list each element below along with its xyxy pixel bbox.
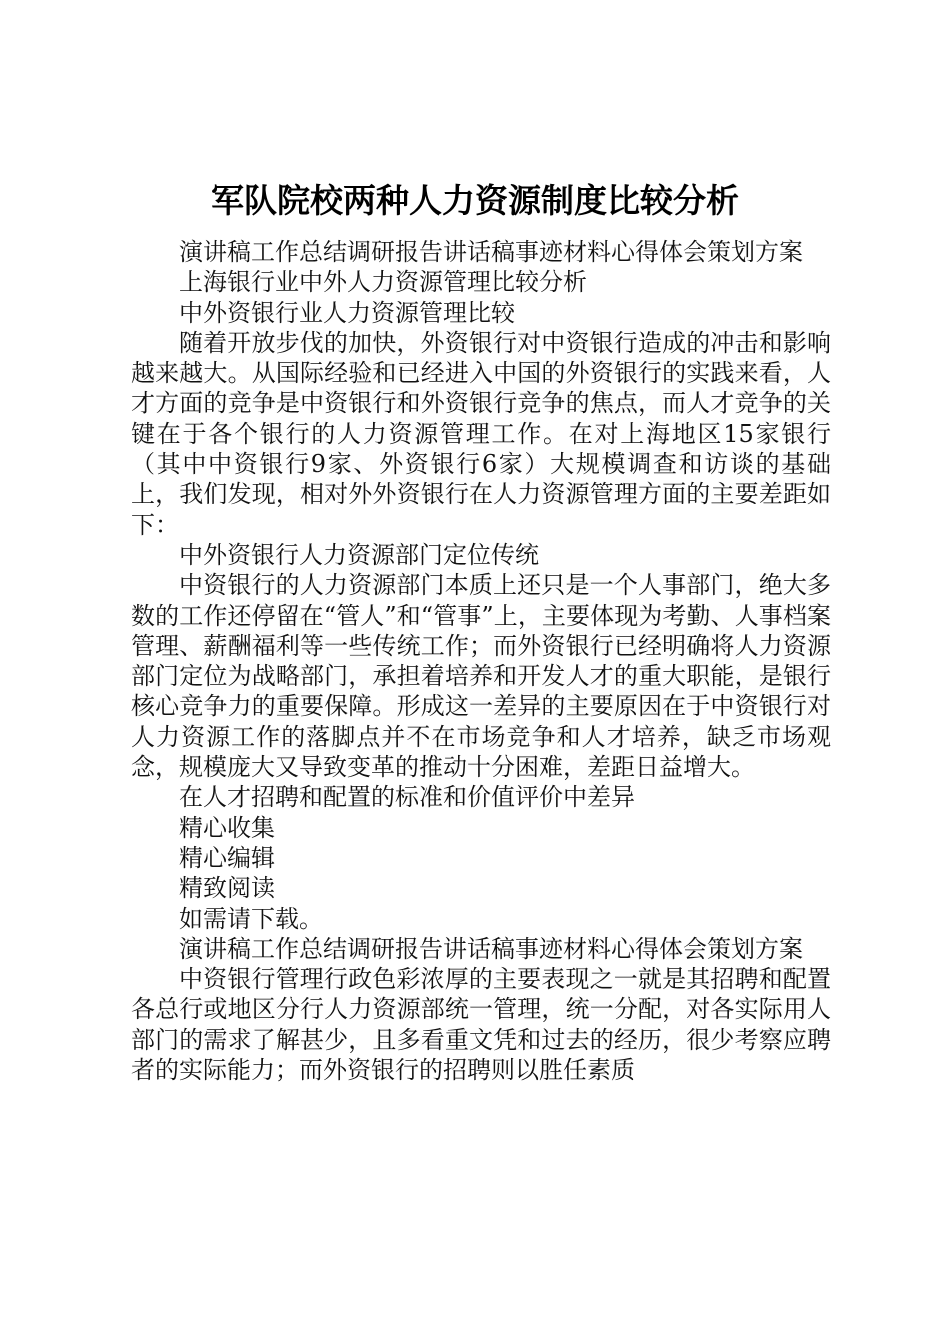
paragraph-category-line: 演讲稿工作总结调研报告讲话稿事迹材料心得体会策划方案 <box>179 238 803 266</box>
paragraph-note-1: 精心收集 <box>179 813 275 842</box>
paragraph-hr-department: 中资银行的人力资源部门本质上还只是一个人事部门，绝大多数的工作还停留在“管人”和“管事”上，主要体现为考勤、人事档案管理、薪酬福利等一些传统工作；而外资银行已经明确将人力资源部门定位为战略部门，承担着培养和开发人才的重大职能，是银行核心竞争力的重要保障。形成这一差异的主要原因在于中资银行对人力资源工作的落脚点并不在市场竞争和人才培养，缺乏市场观念，规模庞大又导致变革的推动十分困难，差距日益增大。 <box>131 571 831 782</box>
paragraph-note-3: 精致阅读 <box>179 874 275 903</box>
paragraph-section-heading: 中外资银行人力资源部门定位传统 <box>179 540 539 569</box>
paragraph-note-2: 精心编辑 <box>179 843 275 872</box>
document-body <box>131 237 831 1085</box>
paragraph-heading: 中外资银行业人力资源管理比较 <box>179 298 515 327</box>
paragraph-note-4: 如需请下载。 <box>179 904 323 933</box>
paragraph-section-heading-2: 在人才招聘和配置的标准和价值评价中差异 <box>179 783 635 812</box>
document-title: 军队院校两种人力资源制度比较分析 <box>211 181 739 220</box>
paragraph-subtitle: 上海银行业中外人力资源管理比较分析 <box>179 268 587 297</box>
paragraph-recruitment: 中资银行管理行政色彩浓厚的主要表现之一就是其招聘和配置各总行或地区分行人力资源部统一管理，统一分配，对各实际用人部门的需求了解甚少，且多看重文凭和过去的经历，很少考察应聘者的实际能力；而外资银行的招聘则以胜任素质 <box>131 965 831 1085</box>
paragraph-category-line-2: 演讲稿工作总结调研报告讲话稿事迹材料心得体会策划方案 <box>179 934 803 963</box>
paragraph-intro: 随着开放步伐的加快，外资银行对中资银行造成的冲击和影响越来越大。从国际经验和已经进入中国的外资银行的实践来看，人才方面的竞争是中资银行和外资银行竞争的焦点，而人才竞争的关键在于各个银行的人力资源管理工作。在对上海地区15家银行（其中中资银行9家、外资银行6家）大规模调查和访谈的基础上，我们发现，相对外外资银行在人力资源管理方面的主要差距如下： <box>131 328 831 539</box>
